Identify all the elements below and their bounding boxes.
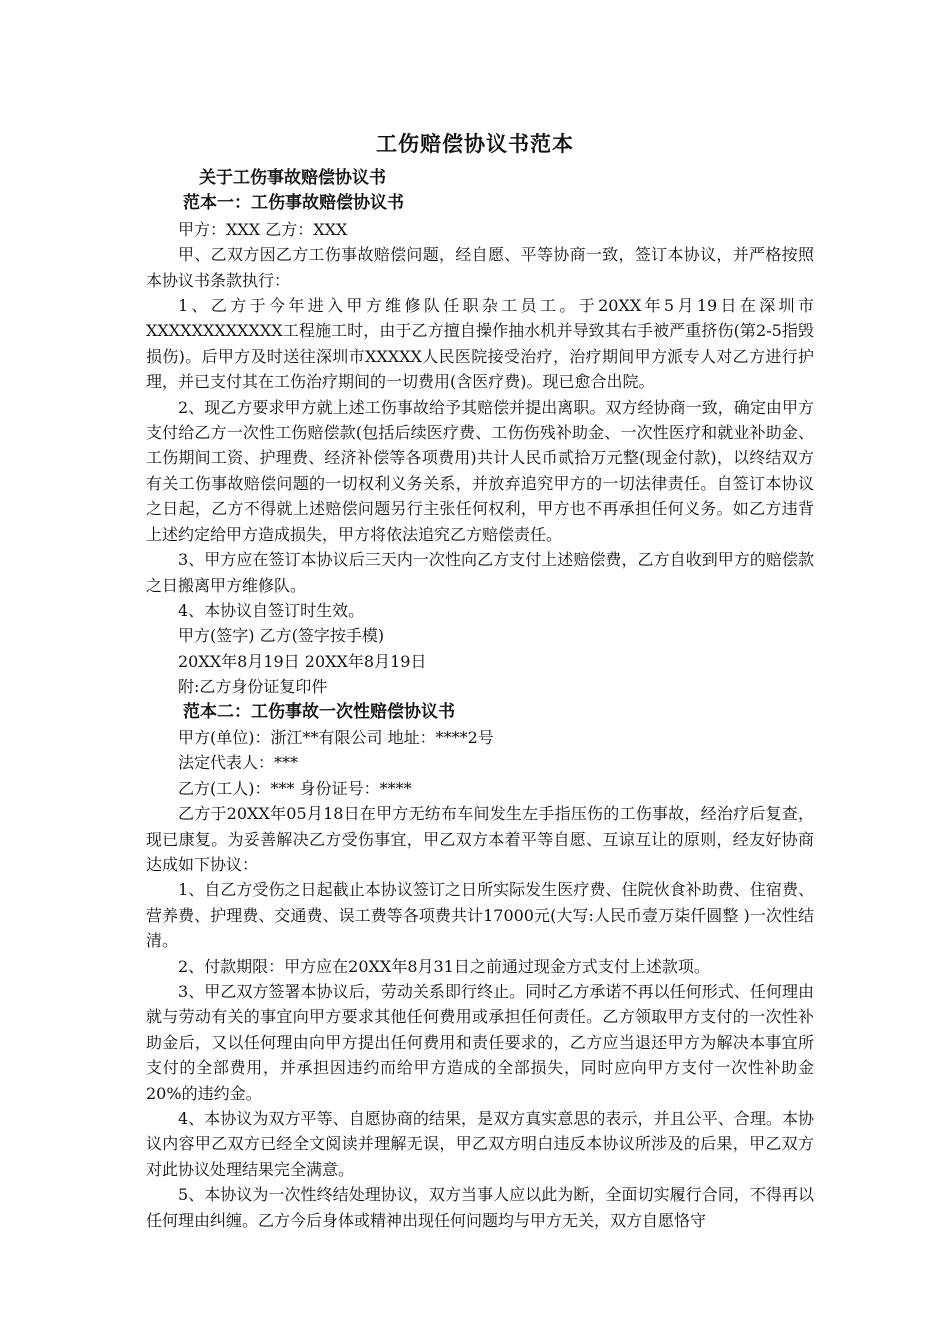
sample2-clause-1: 1、自乙方受伤之日起截止本协议签订之日所实际发生医疗费、住院伙食补助费、住宿费、营养费、护理费、交通费、误工费等各项费共计17000元(大写:人民币壹万柒仟圆整 )一次性结清。	[146, 880, 814, 951]
document-body	[146, 166, 814, 1233]
sample2-legal-rep: 法定代表人：***	[178, 753, 299, 773]
sample1-clause-4: 4、本协议自签订时生效。	[178, 600, 365, 620]
sample2-intro: 乙方于20XX年05月18日在甲方无纺布车间发生左手指压伤的工伤事故，经治疗后复查，现已康复。为妥善解决乙方受伤事宜，甲乙双方本着平等自愿、互谅互让的原则，经友好协商达成如下协议：	[146, 804, 814, 874]
sample1-attachment: 附:乙方身份证复印件	[178, 677, 328, 697]
sample2-clause-3: 3、甲乙双方签署本协议后，劳动关系即行终止。同时乙方承诺不再以任何形式、任何理由就与劳动有关的事宜向甲方要求其他任何费用或承担任何责任。乙方领取甲方支付的一次性补助金后，又以任何理由向甲方提出任何费用和责任要求的，乙方应当退还甲方为解决本事宜所支付的全部费用，并承担因违约而给甲方造成的全部损失，同时应向甲方支付一次性补助金20%的违约金。	[146, 982, 814, 1103]
sample1-signature: 甲方(签字) 乙方(签字按手模)	[178, 626, 385, 646]
sample1-clause-3: 3、甲方应在签订本协议后三天内一次性向乙方支付上述赔偿费，乙方自收到甲方的赔偿款之日搬离甲方维修队。	[146, 550, 814, 595]
sample1-clause-2: 2、现乙方要求甲方就上述工伤事故给予其赔偿并提出离职。双方经协商一致，确定由甲方支付给乙方一次性工伤赔偿款(包括后续医疗费、工伤伤残补助金、一次性医疗和就业补助金、工伤期间工资、护理费、经济补偿等各项费用)共计人民币贰拾万元整(现金付款)，以终结双方有关工伤事故赔偿问题的一切权利义务关系，并放弃追究甲方的一切法律责任。自签订本协议之日起，乙方不得就上述赔偿问题另行主张任何权利，甲方也不再承担任何义务。如乙方违背上述约定给甲方造成损失，甲方将依法追究乙方赔偿责任。	[146, 397, 814, 544]
sample1-intro: 甲、乙双方因乙方工伤事故赔偿问题，经自愿、平等协商一致，签订本协议，并严格按照本协议书条款执行：	[146, 245, 814, 290]
sample1-parties: 甲方：XXX 乙方：XXX	[178, 219, 348, 239]
sample2-party-b: 乙方(工人)：*** 身份证号：****	[178, 778, 412, 798]
sample1-heading: 范本一：工伤事故赔偿协议书	[183, 193, 404, 214]
document-subtitle: 关于工伤事故赔偿协议书	[199, 168, 386, 188]
document-title: 工伤赔偿协议书范本	[376, 131, 574, 156]
sample2-clause-4: 4、本协议为双方平等、自愿协商的结果，是双方真实意思的表示，并且公平、合理。本协议内容甲乙双方已经全文阅读并理解无误，甲乙双方明白违反本协议所涉及的后果，甲乙双方对此协议处理结果完全满意。	[146, 1109, 814, 1179]
sample2-clause-5: 5、本协议为一次性终结处理协议，双方当事人应以此为断，全面切实履行合同，不得再以任何理由纠缠。乙方今后身体或精神出现任何问题均与甲方无关，双方自愿恪守	[146, 1185, 814, 1230]
sample2-heading: 范本二：工伤事故一次性赔偿协议书	[183, 701, 455, 722]
sample1-dates: 20XX年8月19日 20XX年8月19日	[178, 651, 427, 671]
sample1-clause-1: 1、乙方于今年进入甲方维修队任职杂工员工。于20XX年5月19日在深圳市XXXXXXXXXXXX工程施工时，由于乙方擅自操作抽水机并导致其右手被严重挤伤(第2-5指毁损伤)。后甲方及时送往深圳市XXXXX人民医院接受治疗，治疗期间甲方派专人对乙方进行护理，并已支付其在工伤治疗期间的一切费用(含医疗费)。现已愈合出院。	[146, 296, 814, 392]
sample2-party-a: 甲方(单位)：浙江**有限公司 地址：****2号	[178, 727, 494, 747]
sample2-clause-2: 2、付款期限：甲方应在20XX年8月31日之前通过现金方式支付上述款项。	[178, 956, 710, 976]
